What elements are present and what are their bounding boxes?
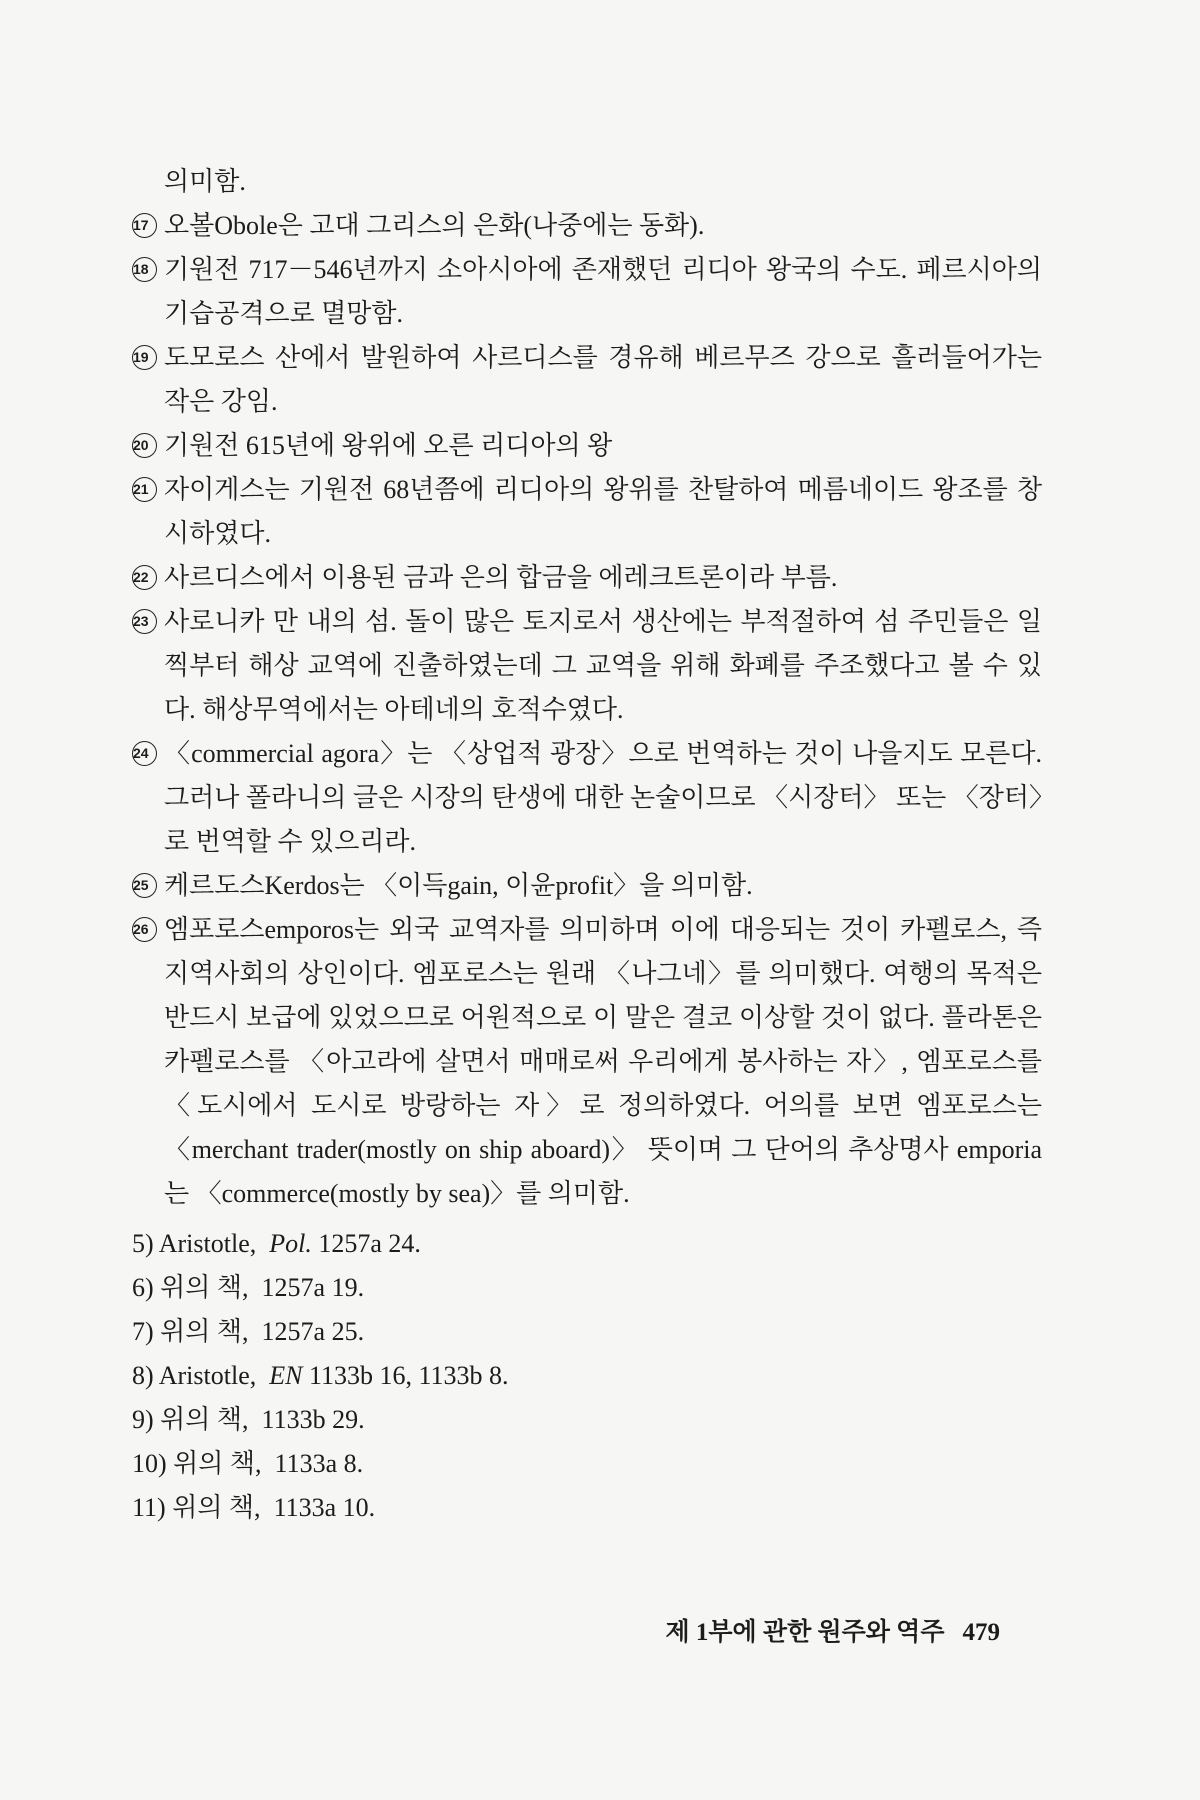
page-number: 479	[962, 1619, 1000, 1646]
translator-notes	[132, 160, 1042, 1216]
running-footer	[0, 1612, 1000, 1648]
section-title: 제 1부에 관한 원주와 역주	[665, 1619, 945, 1646]
reference-6: 6) 위의 책, 1257a 19.	[132, 1273, 365, 1302]
note-text: 사르디스에서 이용된 금과 은의 합금을 에레크트론이라 부름.	[164, 563, 838, 592]
reference-9: 9) 위의 책, 1133b 29.	[132, 1405, 365, 1434]
note-number-badge: 24	[132, 741, 157, 766]
reference-7: 7) 위의 책, 1257a 25.	[132, 1317, 365, 1346]
note-19	[132, 336, 1042, 424]
note-number-badge: 25	[132, 873, 157, 898]
note-number-badge: 23	[132, 609, 157, 634]
note-number-badge: 19	[132, 345, 157, 370]
note-number-badge: 26	[132, 917, 157, 942]
note-25	[132, 864, 1042, 908]
note-text: 케르도스Kerdos는 〈이득gain, 이윤profit〉을 의미함.	[164, 871, 753, 900]
note-26	[132, 908, 1042, 1216]
work-title: EN	[269, 1361, 303, 1390]
note-22	[132, 556, 1042, 600]
note-24	[132, 732, 1042, 864]
note-20	[132, 424, 1042, 468]
note-number-badge: 18	[132, 257, 157, 282]
note-continuation: 의미함.	[164, 167, 246, 196]
note-text: 도모로스 산에서 발원하여 사르디스를 경유해 베르무즈 강으로 흘러들어가는 작은 강임.	[164, 343, 1042, 416]
reference-8: 8) Aristotle, EN 1133b 16, 1133b 8.	[132, 1361, 509, 1390]
note-21	[132, 468, 1042, 556]
reference-11: 11) 위의 책, 1133a 10.	[132, 1493, 376, 1522]
note-text: 사로니카 만 내의 섬. 돌이 많은 토지로서 생산에는 부적절하여 섬 주민들은 일찍부터 해상 교역에 진출하였는데 그 교역을 위해 화폐를 주조했다고 볼 수 있다. 해상무역에서는 아테네의 호적수였다.	[164, 607, 1042, 724]
work-title: Pol.	[269, 1229, 312, 1258]
note-text: 엠포로스emporos는 외국 교역자를 의미하며 이에 대응되는 것이 카펠로스, 즉 지역사회의 상인이다. 엠포로스는 원래 〈나그네〉를 의미했다. 여행의 목적은 반드시 보급에 있었으므로 어원적으로 이 말은 결코 이상할 것이 없다. 플라톤은 카펠로스를 〈아고라에 살면서 매매로써 우리에게 봉사하는 자〉, 엠포로스를 〈도시에서 도시로 방랑하는 자〉로 정의하였다. 어의를 보면 엠포로스는 〈merchant trader(mostly on ship aboard)〉 뜻이며 그 단어의 추상명사 emporia는 〈commerce(mostly by sea)〉를 의미함.	[164, 915, 1042, 1208]
note-text: 기원전 615년에 왕위에 오른 리디아의 왕	[164, 431, 613, 460]
note-number-badge: 21	[132, 477, 157, 502]
reference-10: 10) 위의 책, 1133a 8.	[132, 1449, 364, 1478]
note-18	[132, 248, 1042, 336]
note-number-badge: 20	[132, 433, 157, 458]
note-23	[132, 600, 1042, 732]
note-number-badge: 22	[132, 565, 157, 590]
source-references	[132, 1222, 1042, 1530]
note-number-badge: 17	[132, 213, 157, 238]
note-text: 〈commercial agora〉는 〈상업적 광장〉으로 번역하는 것이 나을지도 모른다. 그러나 폴라니의 글은 시장의 탄생에 대한 논술이므로 〈시장터〉 또는 〈장터〉로 번역할 수 있으리라.	[164, 739, 1042, 856]
reference-5: 5) Aristotle, Pol. 1257a 24.	[132, 1229, 421, 1258]
note-text: 자이게스는 기원전 68년쯤에 리디아의 왕위를 찬탈하여 메름네이드 왕조를 창시하였다.	[164, 475, 1042, 548]
note-text: 오볼Obole은 고대 그리스의 은화(나중에는 동화).	[164, 211, 705, 240]
note-17	[132, 204, 1042, 248]
note-text: 기원전 717－546년까지 소아시아에 존재했던 리디아 왕국의 수도. 페르시아의 기습공격으로 멸망함.	[164, 255, 1042, 328]
